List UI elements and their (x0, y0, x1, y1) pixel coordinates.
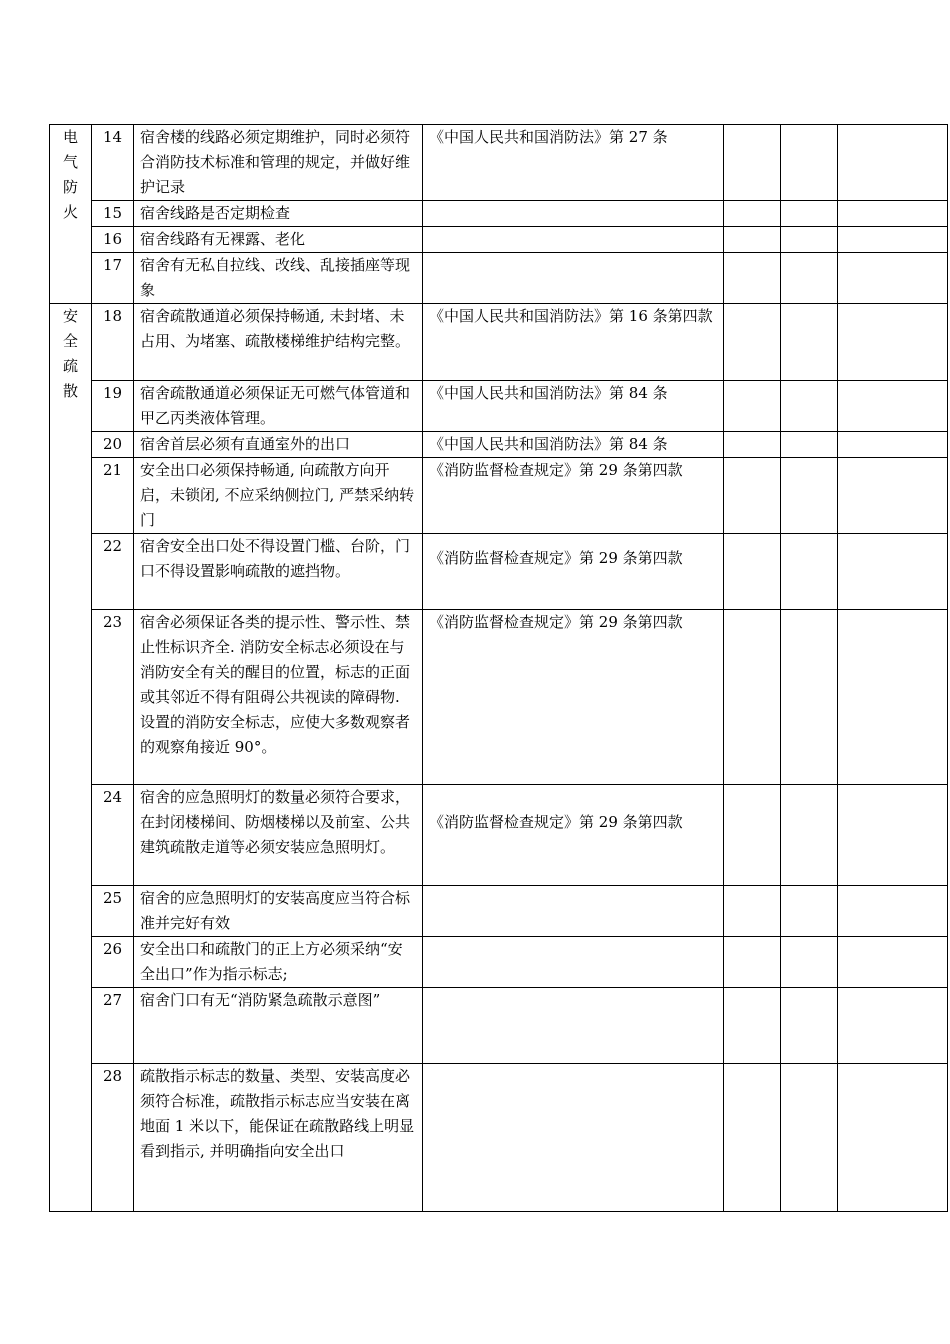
check-cell (724, 988, 781, 1064)
legal-basis (423, 988, 724, 1064)
check-cell (781, 785, 838, 886)
check-cell (781, 937, 838, 988)
remark-cell (838, 1064, 948, 1212)
item-content: 安全出口必须保持畅通, 向疏散方向开启，未锁闭, 不应采纳侧拉门, 严禁采纳转门 (134, 458, 423, 534)
legal-basis: 《消防监督检查规定》第 29 条第四款 (423, 458, 724, 534)
table-row (50, 610, 948, 785)
table-row (50, 304, 948, 381)
legal-basis (423, 227, 724, 253)
table-row (50, 534, 948, 610)
category-cell: 电气防火 (50, 125, 92, 304)
check-cell (724, 534, 781, 610)
check-cell (781, 201, 838, 227)
remark-cell (838, 432, 948, 458)
check-cell (724, 227, 781, 253)
legal-basis: 《中国人民共和国消防法》第 27 条 (423, 125, 724, 201)
table-row (50, 886, 948, 937)
remark-cell (838, 227, 948, 253)
check-cell (781, 988, 838, 1064)
table-row (50, 785, 948, 886)
item-content: 宿舍的应急照明灯的数量必须符合要求，在封闭楼梯间、防烟楼梯以及前室、公共建筑疏散走道等必须安装应急照明灯。 (134, 785, 423, 886)
legal-basis (423, 937, 724, 988)
table-row (50, 201, 948, 227)
remark-cell (838, 253, 948, 304)
check-cell (781, 432, 838, 458)
check-cell (724, 253, 781, 304)
check-cell (781, 125, 838, 201)
legal-basis (423, 886, 724, 937)
item-number: 23 (92, 610, 134, 785)
table-row (50, 125, 948, 201)
remark-cell (838, 458, 948, 534)
legal-basis: 《消防监督检查规定》第 29 条第四款 (423, 534, 724, 610)
table-row (50, 432, 948, 458)
check-cell (724, 937, 781, 988)
table-row (50, 227, 948, 253)
check-cell (781, 381, 838, 432)
item-content: 宿舍有无私自拉线、改线、乱接插座等现象 (134, 253, 423, 304)
legal-basis: 《中国人民共和国消防法》第 16 条第四款 (423, 304, 724, 381)
item-number: 16 (92, 227, 134, 253)
remark-cell (838, 610, 948, 785)
check-cell (724, 432, 781, 458)
check-cell (724, 304, 781, 381)
check-cell (724, 458, 781, 534)
check-cell (724, 610, 781, 785)
check-cell (781, 610, 838, 785)
legal-basis: 《中国人民共和国消防法》第 84 条 (423, 432, 724, 458)
item-content: 安全出口和疏散门的正上方必须采纳“安全出口”作为指示标志; (134, 937, 423, 988)
remark-cell (838, 988, 948, 1064)
item-number: 14 (92, 125, 134, 201)
remark-cell (838, 785, 948, 886)
item-number: 19 (92, 381, 134, 432)
check-cell (724, 1064, 781, 1212)
remark-cell (838, 304, 948, 381)
item-content: 疏散指示标志的数量、类型、安装高度必须符合标准，疏散指示标志应当安装在离地面 1 米以下，能保证在疏散路线上明显看到指示, 并明确指向安全出口 (134, 1064, 423, 1212)
item-content: 宿舍线路是否定期检查 (134, 201, 423, 227)
item-content: 宿舍线路有无裸露、老化 (134, 227, 423, 253)
check-cell (724, 125, 781, 201)
check-cell (724, 381, 781, 432)
remark-cell (838, 886, 948, 937)
check-cell (781, 458, 838, 534)
check-cell (781, 253, 838, 304)
legal-basis: 《消防监督检查规定》第 29 条第四款 (423, 610, 724, 785)
item-number: 22 (92, 534, 134, 610)
item-number: 15 (92, 201, 134, 227)
item-content: 宿舍的应急照明灯的安装高度应当符合标准并完好有效 (134, 886, 423, 937)
item-content: 宿舍首层必须有直通室外的出口 (134, 432, 423, 458)
check-cell (781, 304, 838, 381)
table-row (50, 381, 948, 432)
fire-safety-checklist-table (49, 124, 948, 1212)
item-number: 28 (92, 1064, 134, 1212)
legal-basis: 《消防监督检查规定》第 29 条第四款 (423, 785, 724, 886)
item-number: 26 (92, 937, 134, 988)
item-number: 20 (92, 432, 134, 458)
legal-basis: 《中国人民共和国消防法》第 84 条 (423, 381, 724, 432)
table-row (50, 1064, 948, 1212)
remark-cell (838, 125, 948, 201)
remark-cell (838, 534, 948, 610)
remark-cell (838, 937, 948, 988)
category-cell: 安全疏散 (50, 304, 92, 1212)
check-cell (781, 227, 838, 253)
check-cell (781, 1064, 838, 1212)
legal-basis (423, 201, 724, 227)
check-cell (781, 534, 838, 610)
check-cell (724, 886, 781, 937)
item-content: 宿舍必须保证各类的提示性、警示性、禁止性标识齐全. 消防安全标志必须设在与消防安全有关的醒目的位置，标志的正面或其邻近不得有阻碍公共视读的障碍物. 设置的消防安全标志，应使大多数观察者的观察角接近 90°。 (134, 610, 423, 785)
remark-cell (838, 381, 948, 432)
item-number: 27 (92, 988, 134, 1064)
item-content: 宿舍门口有无“消防紧急疏散示意图” (134, 988, 423, 1064)
item-number: 18 (92, 304, 134, 381)
table-row (50, 988, 948, 1064)
item-number: 21 (92, 458, 134, 534)
check-cell (724, 201, 781, 227)
table-row (50, 937, 948, 988)
item-content: 宿舍安全出口处不得设置门槛、台阶，门口不得设置影响疏散的遮挡物。 (134, 534, 423, 610)
remark-cell (838, 201, 948, 227)
item-content: 宿舍疏散通道必须保持畅通, 未封堵、未占用、为堵塞、疏散楼梯维护结构完整。 (134, 304, 423, 381)
item-content: 宿舍楼的线路必须定期维护，同时必须符合消防技术标准和管理的规定，并做好维护记录 (134, 125, 423, 201)
item-number: 17 (92, 253, 134, 304)
legal-basis (423, 1064, 724, 1212)
item-number: 25 (92, 886, 134, 937)
table-row (50, 458, 948, 534)
check-cell (781, 886, 838, 937)
table-row (50, 253, 948, 304)
legal-basis (423, 253, 724, 304)
item-number: 24 (92, 785, 134, 886)
check-cell (724, 785, 781, 886)
item-content: 宿舍疏散通道必须保证无可燃气体管道和甲乙丙类液体管理。 (134, 381, 423, 432)
